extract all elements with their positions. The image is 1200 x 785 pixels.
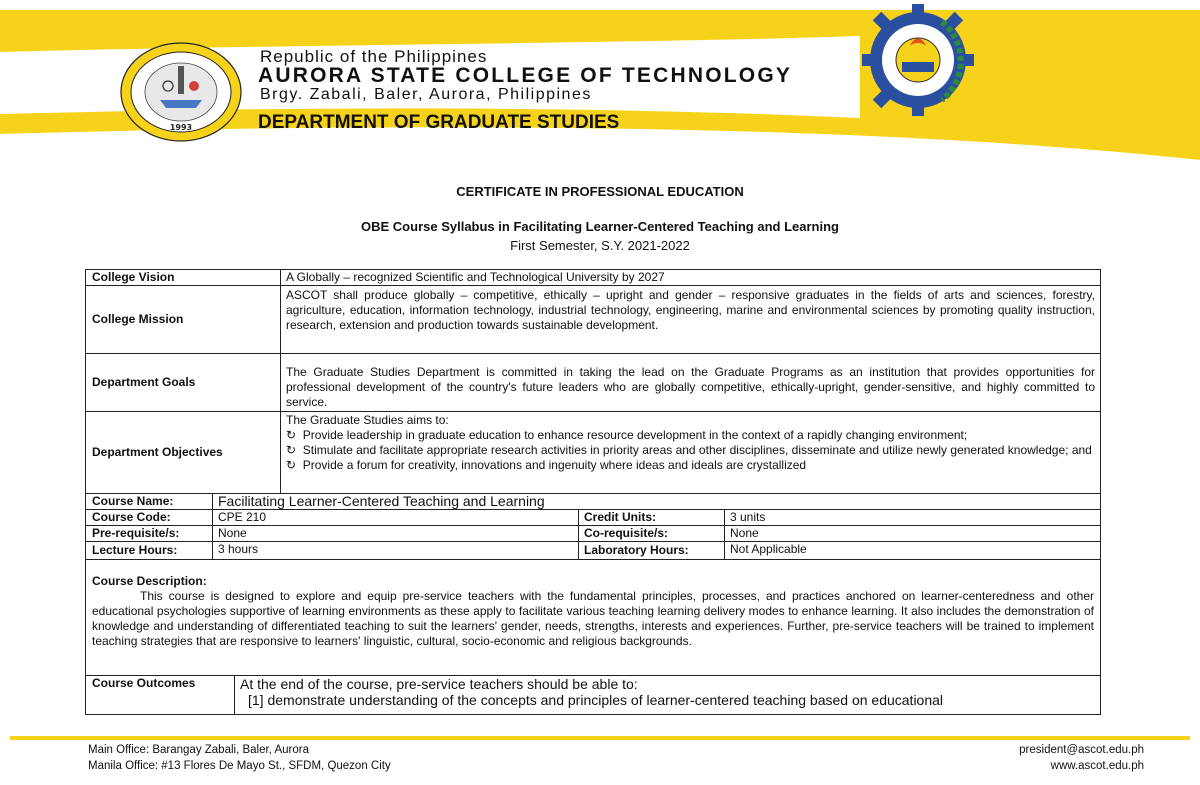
outcomes-value: [234, 676, 1100, 714]
outcome-item: [1] demonstrate understanding of the concepts and principles of learner-centered teaching based on educational: [248, 692, 944, 708]
program-title: CERTIFICATE IN PROFESSIONAL EDUCATION: [456, 184, 744, 199]
svg-text:1993: 1993: [169, 123, 193, 132]
email-link[interactable]: president@ascot.edu.ph: [1019, 744, 1144, 756]
table-row-objectives: [86, 412, 1100, 494]
objective-item: ↻ Provide leadership in graduate education to enhance resource development in the context of a rapidly changing environment;: [286, 428, 968, 442]
syllabus-table: [85, 269, 1101, 715]
table-row-description: [86, 560, 1100, 676]
goals-value: The Graduate Studies Department is committed in taking the lead on the Graduate Programs as an institution that provides opportunities for professional development of the country's future leaders who are globally competitive, ethically-upright, gender-sensitive, and highly committed to service.: [280, 354, 1100, 411]
table-row-vision: [86, 270, 1100, 286]
course-code-label: Course Code:: [92, 510, 171, 524]
gear-wreath-logo: [858, 0, 978, 120]
mission-value: ASCOT shall produce globally – competitive, ethically – upright and gender – responsive graduates in the fields of arts and sciences, forestry, agriculture, education, information technology, industrial technology, engineering, marine and environmental sciences by promoting quality instruction, research, extension and production towards sustainable development.: [280, 286, 1100, 353]
college-address: Brgy. Zabali, Baler, Aurora, Philippines: [260, 86, 592, 103]
objective-item: ↻ Provide a forum for creativity, innovations and ingenuity where ideas and ideals are crystallized: [286, 458, 807, 472]
vision-value: A Globally – recognized Scientific and Technological University by 2027: [280, 270, 1100, 285]
manila-office-text: Manila Office: #13 Flores De Mayo St., SFDM, Quezon City: [88, 760, 391, 772]
course-name-label: Course Name:: [92, 494, 174, 508]
vision-label: College Vision: [92, 270, 175, 284]
table-row-outcomes: [86, 676, 1100, 714]
mission-label: College Mission: [92, 312, 184, 326]
objectives-value: [280, 412, 1100, 493]
table-row-course-name: [86, 494, 1100, 510]
description-label: Course Description:: [92, 574, 207, 588]
lecture-hours-value: 3 hours: [212, 542, 578, 559]
objective-item: ↻ Stimulate and facilitate appropriate research activities in priority areas and other disciplines, disseminate and utilize newly generated knowledge; and: [286, 443, 1092, 457]
syllabus-title: OBE Course Syllabus in Facilitating Learner-Centered Teaching and Learning: [361, 219, 839, 234]
goals-label: Department Goals: [92, 375, 196, 389]
college-name: AURORA STATE COLLEGE OF TECHNOLOGY: [258, 64, 793, 87]
college-seal-logo: [120, 42, 242, 142]
department-name: DEPARTMENT OF GRADUATE STUDIES: [258, 112, 620, 133]
website-link[interactable]: www.ascot.edu.ph: [1050, 760, 1144, 772]
cycle-icon: ↻: [286, 443, 303, 457]
lab-hours-label: Laboratory Hours:: [578, 542, 724, 559]
credit-units-value: 3 units: [724, 510, 1100, 525]
coreq-label: Co-requisite/s:: [578, 526, 724, 541]
outcomes-intro: At the end of the course, pre-service teachers should be able to:: [240, 676, 638, 692]
republic-text: Republic of the Philippines: [260, 47, 488, 66]
coreq-value: None: [724, 526, 1100, 541]
cycle-icon: ↻: [286, 428, 303, 442]
cycle-icon: ↻: [286, 458, 303, 472]
credit-units-label: Credit Units:: [578, 510, 724, 525]
objectives-intro: The Graduate Studies aims to:: [286, 413, 449, 427]
table-row-prerequisite: [86, 526, 1100, 542]
prereq-value: None: [212, 526, 578, 541]
table-row-course-code: [86, 510, 1100, 526]
outcomes-label: Course Outcomes: [92, 676, 196, 690]
table-row-hours: [86, 542, 1100, 560]
description-text: This course is designed to explore and equip pre-service teachers with the fundamental principles, processes, and practices anchored on learner-centeredness and other educational psychologies supportive of learning environments as these apply to facilitate various teaching learning delivery modes to enhance learning. It also includes the demonstration of knowledge and understanding of differentiated teaching to suit the learners' gender, needs, strengths, interests and experiences. Further, pre-service teachers will be trained to implement teaching strategies that are responsive to learners' linguistic, cultural, socio-economic and religious backgrounds.: [92, 589, 1094, 648]
table-row-goals: [86, 354, 1100, 412]
course-code-value: CPE 210: [212, 510, 578, 525]
description-cell: [86, 560, 1100, 675]
main-office-text: Main Office: Barangay Zabali, Baler, Aurora: [88, 744, 309, 756]
prereq-label: Pre-requisite/s:: [92, 526, 180, 540]
lab-hours-value: Not Applicable: [724, 542, 1100, 559]
objectives-label: Department Objectives: [92, 445, 223, 459]
course-name-value: Facilitating Learner-Centered Teaching and Learning: [212, 494, 1100, 509]
lecture-hours-label: Lecture Hours:: [92, 543, 178, 557]
table-row-mission: [86, 286, 1100, 354]
semester-text: First Semester, S.Y. 2021-2022: [510, 238, 690, 253]
footer-divider: [10, 736, 1190, 740]
